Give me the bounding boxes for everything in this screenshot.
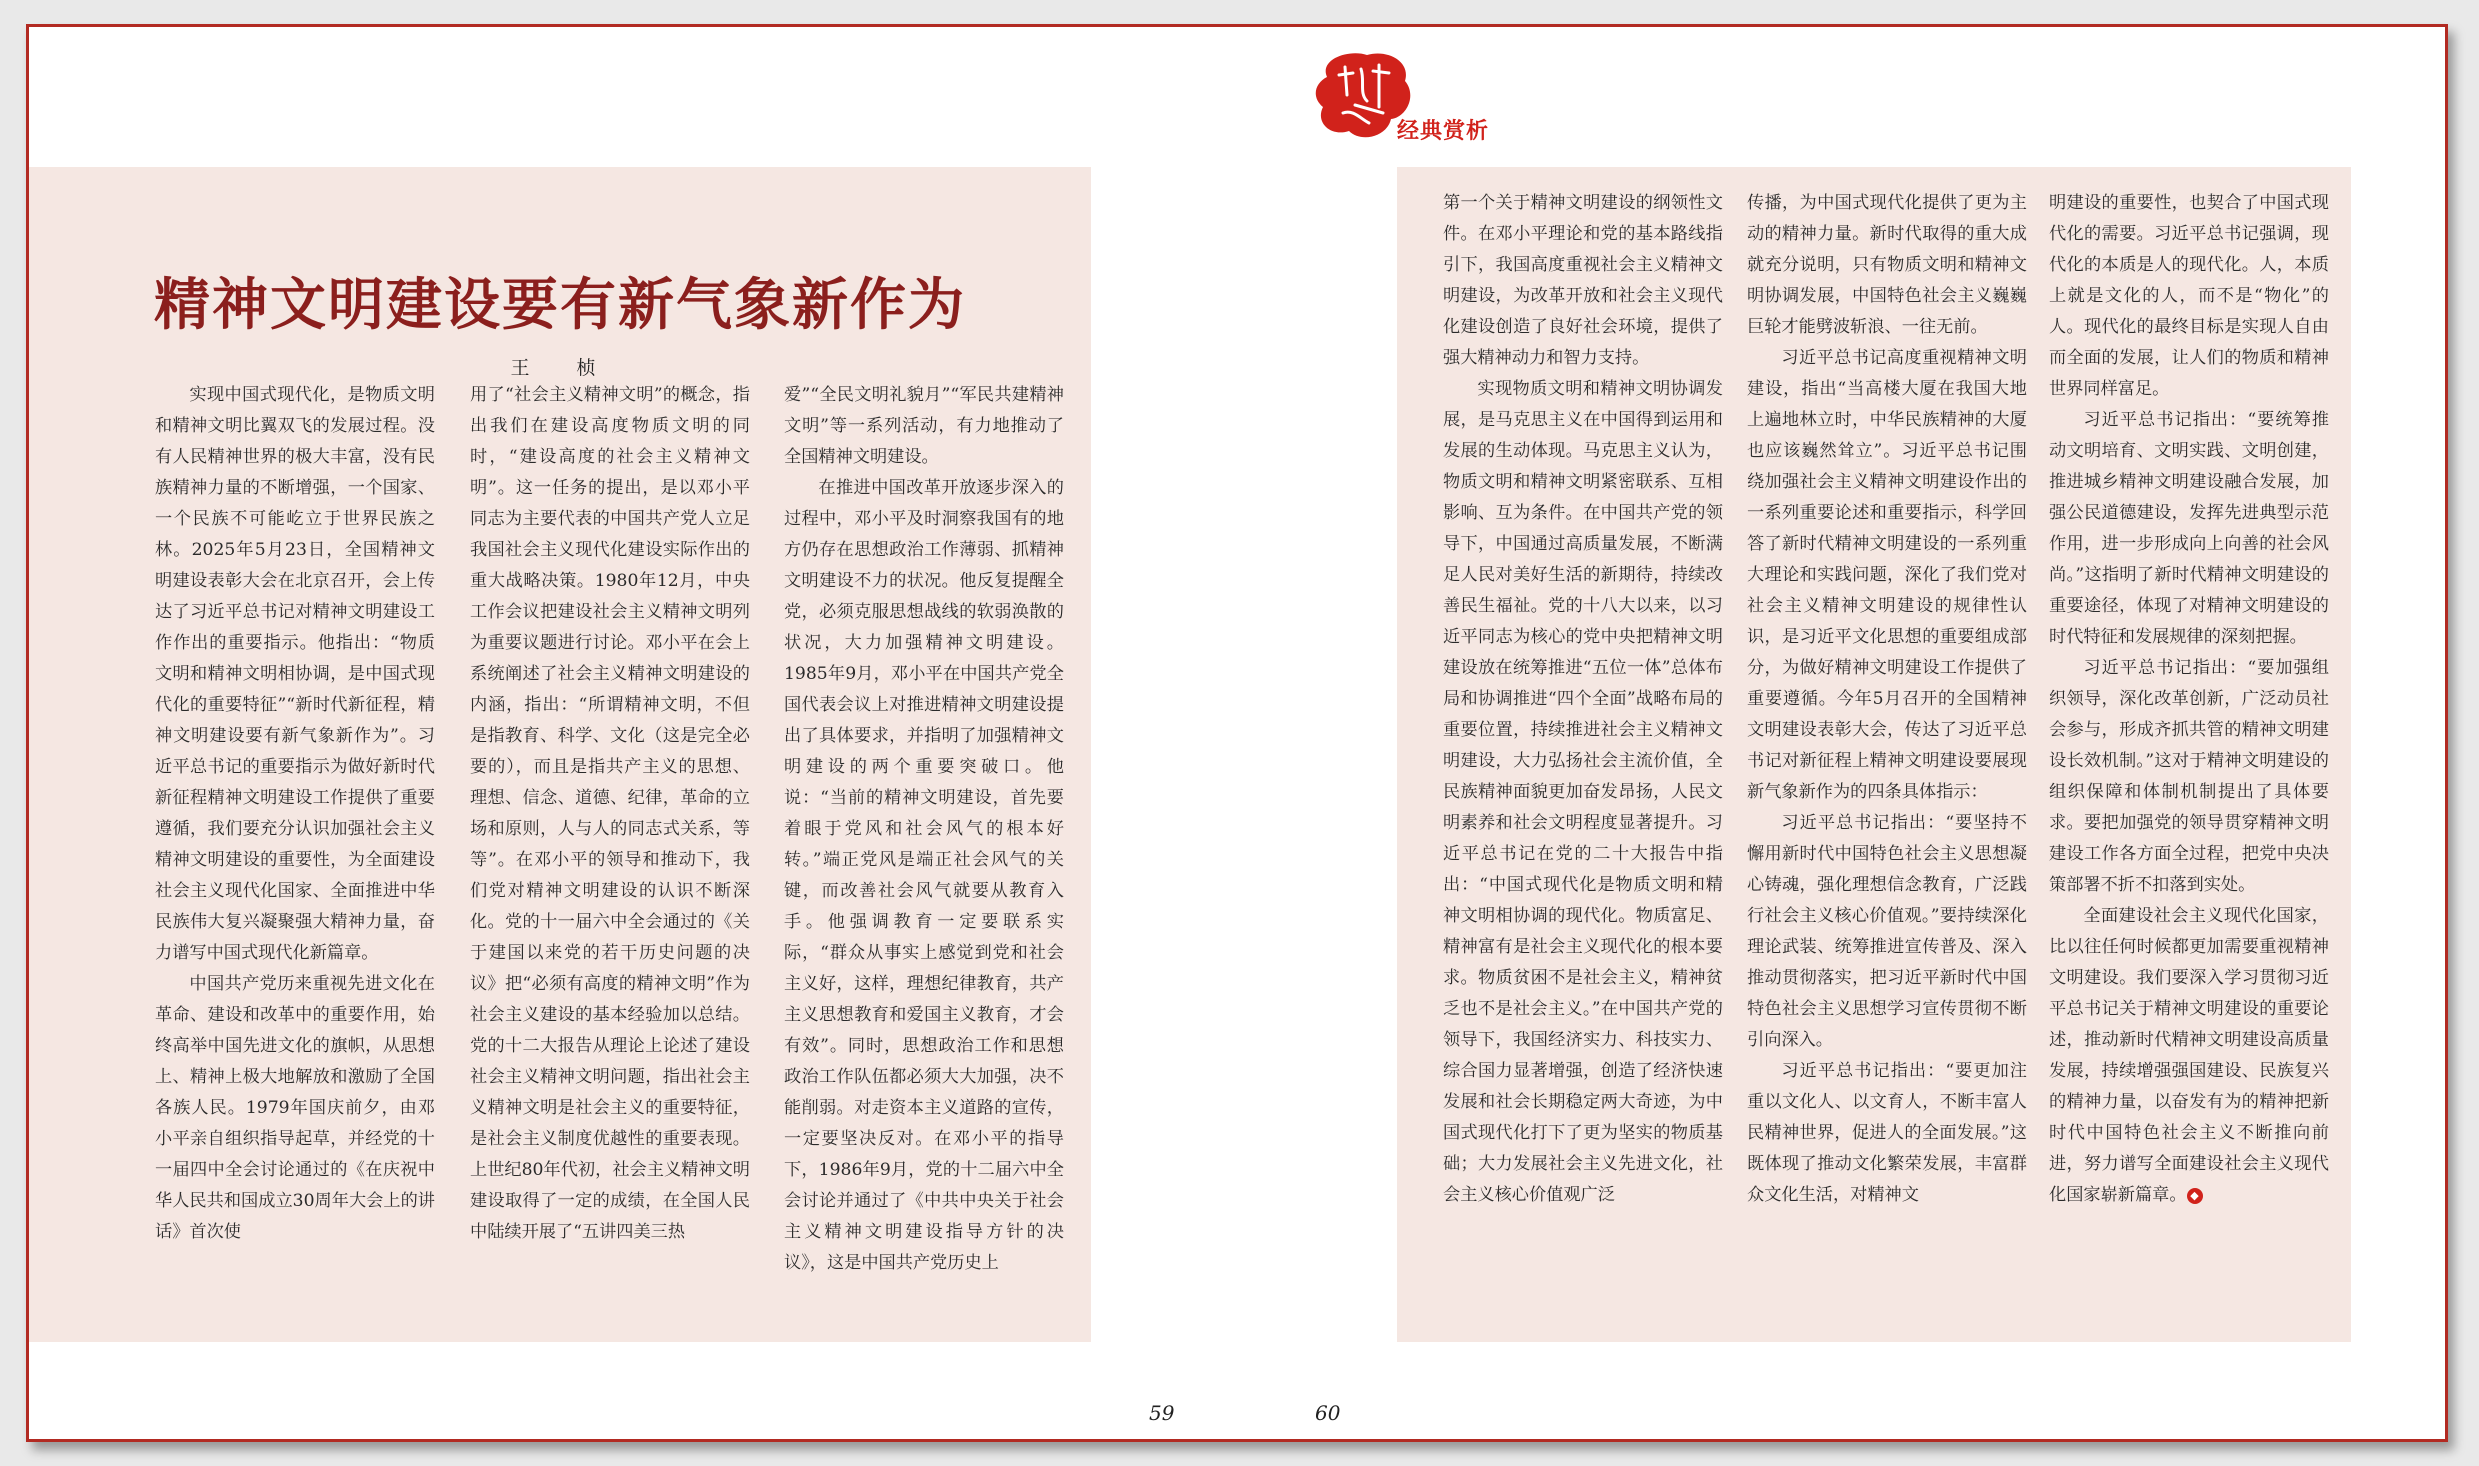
paragraph: 习近平总书记指出：“要更加注重以文化人、以文育人，不断丰富人民精神世界，促进人的全面发展。”这既体现了推动文化繁荣发展，丰富群众文化生活，对精神文 bbox=[1747, 1061, 2027, 1205]
paragraph: 习近平总书记指出：“要加强组织领导，深化改革创新，广泛动员社会参与，形成齐抓共管的精神文明建设长效机制。”这对于精神文明建设的组织保障和体制机制提出了具体要求。要把加强党的领导贯穿精神文明建设工作各方面全过程，把党中央决策部署不折不扣落到实处。 bbox=[2049, 658, 2329, 895]
right-column-2 bbox=[1747, 188, 2027, 1322]
paragraph: 第一个关于精神文明建设的纲领性文件。在邓小平理论和党的基本路线指引下，我国高度重视社会主义精神文明建设，为改革开放和社会主义现代化建设创造了良好社会环境，提供了强大精神动力和智力支持。 bbox=[1443, 193, 1723, 368]
paragraph: 传播，为中国式现代化提供了更为主动的精神力量。新时代取得的重大成就充分说明，只有物质文明和精神文明协调发展，中国特色社会主义巍巍巨轮才能劈波斩浪、一往无前。 bbox=[1747, 193, 2027, 337]
paragraph: 习近平总书记指出：“要统筹推动文明培育、文明实践、文明创建，推进城乡精神文明建设融合发展，加强公民道德建设，发挥先进典型示范作用，进一步形成向上向善的社会风尚。”这指明了新时代精神文明建设的重要途径，体现了对精神文明建设的时代特征和发展规律的深刻把握。 bbox=[2049, 410, 2329, 647]
paragraph: 实现物质文明和精神文明协调发展，是马克思主义在中国得到运用和发展的生动体现。马克思主义认为，物质文明和精神文明紧密联系、互相影响、互为条件。在中国共产党的领导下，中国通过高质量发展，不断满足人民对美好生活的新期待，持续改善民生福祉。党的十八大以来，以习近平同志为核心的党中央把精神文明建设放在统筹推进“五位一体”总体布局和协调推进“四个全面”战略布局的重要位置，持续推进社会主义精神文明建设，大力弘扬社会主流价值，全民族精神面貌更加奋发昂扬，人民文明素养和社会文明程度显著提升。习近平总书记在党的二十大报告中指出：“中国式现代化是物质文明和精神文明相协调的现代化。物质富足、精神富有是社会主义现代化的根本要求。物质贫困不是社会主义，精神贫乏也不是社会主义。”在中国共产党的领导下，我国经济实力、科技实力、综合国力显著增强，创造了经济快速发展和社会长期稳定两大奇迹，为中国式现代化打下了更为坚实的物质基础；大力发展社会主义先进文化，社会主义核心价值观广泛 bbox=[1443, 379, 1723, 1205]
left-column-2 bbox=[470, 380, 750, 1320]
right-page-panel bbox=[1397, 167, 2351, 1342]
paragraph: 用了“社会主义精神文明”的概念，指出我们在建设高度物质文明的同时，“建设高度的社会主义精神文明”。这一任务的提出，是以邓小平同志为主要代表的中国共产党人立足我国社会主义现代化建设实际作出的重大战略决策。1980年12月，中央工作会议把建设社会主义精神文明列为重要议题进行讨论。邓小平在会上系统阐述了社会主义精神文明建设的内涵，指出：“所谓精神文明，不但是指教育、科学、文化（这是完全必要的），而且是指共产主义的思想、理想、信念、道德、纪律，革命的立场和原则，人与人的同志式关系，等等”。在邓小平的领导和推动下，我们党对精神文明建设的认识不断深化。党的十一届六中全会通过的《关于建国以来党的若干历史问题的决议》把“必须有高度的精神文明”作为社会主义建设的基本经验加以总结。党的十二大报告从理论上论述了建设社会主义精神文明问题，指出社会主义精神文明是社会主义的重要特征，是社会主义制度优越性的重要表现。上世纪80年代初，社会主义精神文明建设取得了一定的成绩，在全国人民中陆续开展了“五讲四美三热 bbox=[470, 385, 750, 1242]
right-column-1 bbox=[1443, 188, 1723, 1322]
end-mark-icon: ◆ bbox=[2187, 1188, 2203, 1204]
paragraph: 实现中国式现代化，是物质文明和精神文明比翼双飞的发展过程。没有人民精神世界的极大丰富，没有民族精神力量的不断增强，一个国家、一个民族不可能屹立于世界民族之林。2025年5月23日，全国精神文明建设表彰大会在北京召开，会上传达了习近平总书记对精神文明建设工作作出的重要指示。他指出：“物质文明和精神文明相协调，是中国式现代化的重要特征”“新时代新征程，精神文明建设要有新气象新作为”。习近平总书记的重要指示为做好新时代新征程精神文明建设工作提供了重要遵循，我们要充分认识加强社会主义精神文明建设的重要性，为全面建设社会主义现代化国家、全面推进中华民族伟大复兴凝聚强大精神力量，奋力谱写中国式现代化新篇章。 bbox=[155, 385, 435, 963]
left-page-panel bbox=[29, 167, 1091, 1342]
right-column-3 bbox=[2049, 188, 2329, 1322]
article-author: 王 桢 bbox=[510, 357, 610, 379]
column-name: 经典赏析 bbox=[1397, 119, 1490, 144]
paragraph: 中国共产党历来重视先进文化在革命、建设和改革中的重要作用，始终高举中国先进文化的旗帜，从思想上、精神上极大地解放和激励了全国各族人民。1979年国庆前夕，由邓小平亲自组织指导起草，并经党的十一届四中全会讨论通过的《在庆祝中华人民共和国成立30周年大会上的讲话》首次使 bbox=[155, 974, 435, 1242]
left-column-1 bbox=[155, 380, 435, 1320]
paragraph-text: 全面建设社会主义现代化国家，比以往任何时候都更加需要重视精神文明建设。我们要深入学习贯彻习近平总书记关于精神文明建设的重要论述，推动新时代精神文明建设高质量发展，持续增强强国建设、民族复兴的精神力量，以奋发有为的精神把新时代中国特色社会主义不断推向前进，努力谱写全面建设社会主义现代化国家崭新篇章。 bbox=[2049, 906, 2329, 1205]
paragraph: 爱”“全民文明礼貌月”“军民共建精神文明”等一系列活动，有力地推动了全国精神文明建设。 bbox=[784, 385, 1064, 467]
page-number-left: 59 bbox=[1149, 1401, 1175, 1425]
left-column-3 bbox=[784, 380, 1064, 1320]
magazine-spread bbox=[26, 24, 2448, 1442]
page-number-right: 60 bbox=[1315, 1401, 1341, 1425]
paragraph: 明建设的重要性，也契合了中国式现代化的需要。习近平总书记强调，现代化的本质是人的现代化。人，本质上就是文化的人，而不是“物化”的人。现代化的最终目标是实现人自由而全面的发展，让人们的物质和精神世界同样富足。 bbox=[2049, 193, 2329, 399]
paragraph: 习近平总书记高度重视精神文明建设，指出“当高楼大厦在我国大地上遍地林立时，中华民族精神的大厦也应该巍然耸立”。习近平总书记围绕加强社会主义精神文明建设作出的一系列重要论述和重要指示，科学回答了新时代精神文明建设的一系列重大理论和实践问题，深化了我们党对社会主义精神文明建设的规律性认识，是习近平文化思想的重要组成部分，为做好精神文明建设工作提供了重要遵循。今年5月召开的全国精神文明建设表彰大会，传达了习近平总书记对新征程上精神文明建设要展现新气象新作为的四条具体指示： bbox=[1747, 348, 2027, 802]
paragraph: 在推进中国改革开放逐步深入的过程中，邓小平及时洞察我国有的地方仍存在思想政治工作薄弱、抓精神文明建设不力的状况。他反复提醒全党，必须克服思想战线的软弱涣散的状况，大力加强精神文明建设。1985年9月，邓小平在中国共产党全国代表会议上对推进精神文明建设提出了具体要求，并指明了加强精神文明建设的两个重要突破口。他说：“当前的精神文明建设，首先要着眼于党风和社会风气的根本好转。”端正党风是端正社会风气的关键，而改善社会风气就要从教育入手。他强调教育一定要联系实际，“群众从事实上感觉到党和社会主义好，这样，理想纪律教育，共产主义思想教育和爱国主义教育，才会有效”。同时，思想政治工作和思想政治工作队伍都必须大大加强，决不能削弱。对走资本主义道路的宣传，一定要坚决反对。在邓小平的指导下，1986年9月，党的十二届六中全会讨论并通过了《中共中央关于社会主义精神文明建设指导方针的决议》，这是中国共产党历史上 bbox=[784, 478, 1064, 1273]
article-title: 精神文明建设要有新气象新作为 bbox=[154, 272, 966, 338]
paragraph: 习近平总书记指出：“要坚持不懈用新时代中国特色社会主义思想凝心铸魂，强化理想信念教育，广泛践行社会主义核心价值观。”要持续深化理论武装、统筹推进宣传普及、深入推动贯彻落实，把习近平新时代中国特色社会主义思想学习宣传贯彻不断引向深入。 bbox=[1747, 813, 2027, 1050]
paragraph-last bbox=[2049, 901, 2329, 1211]
